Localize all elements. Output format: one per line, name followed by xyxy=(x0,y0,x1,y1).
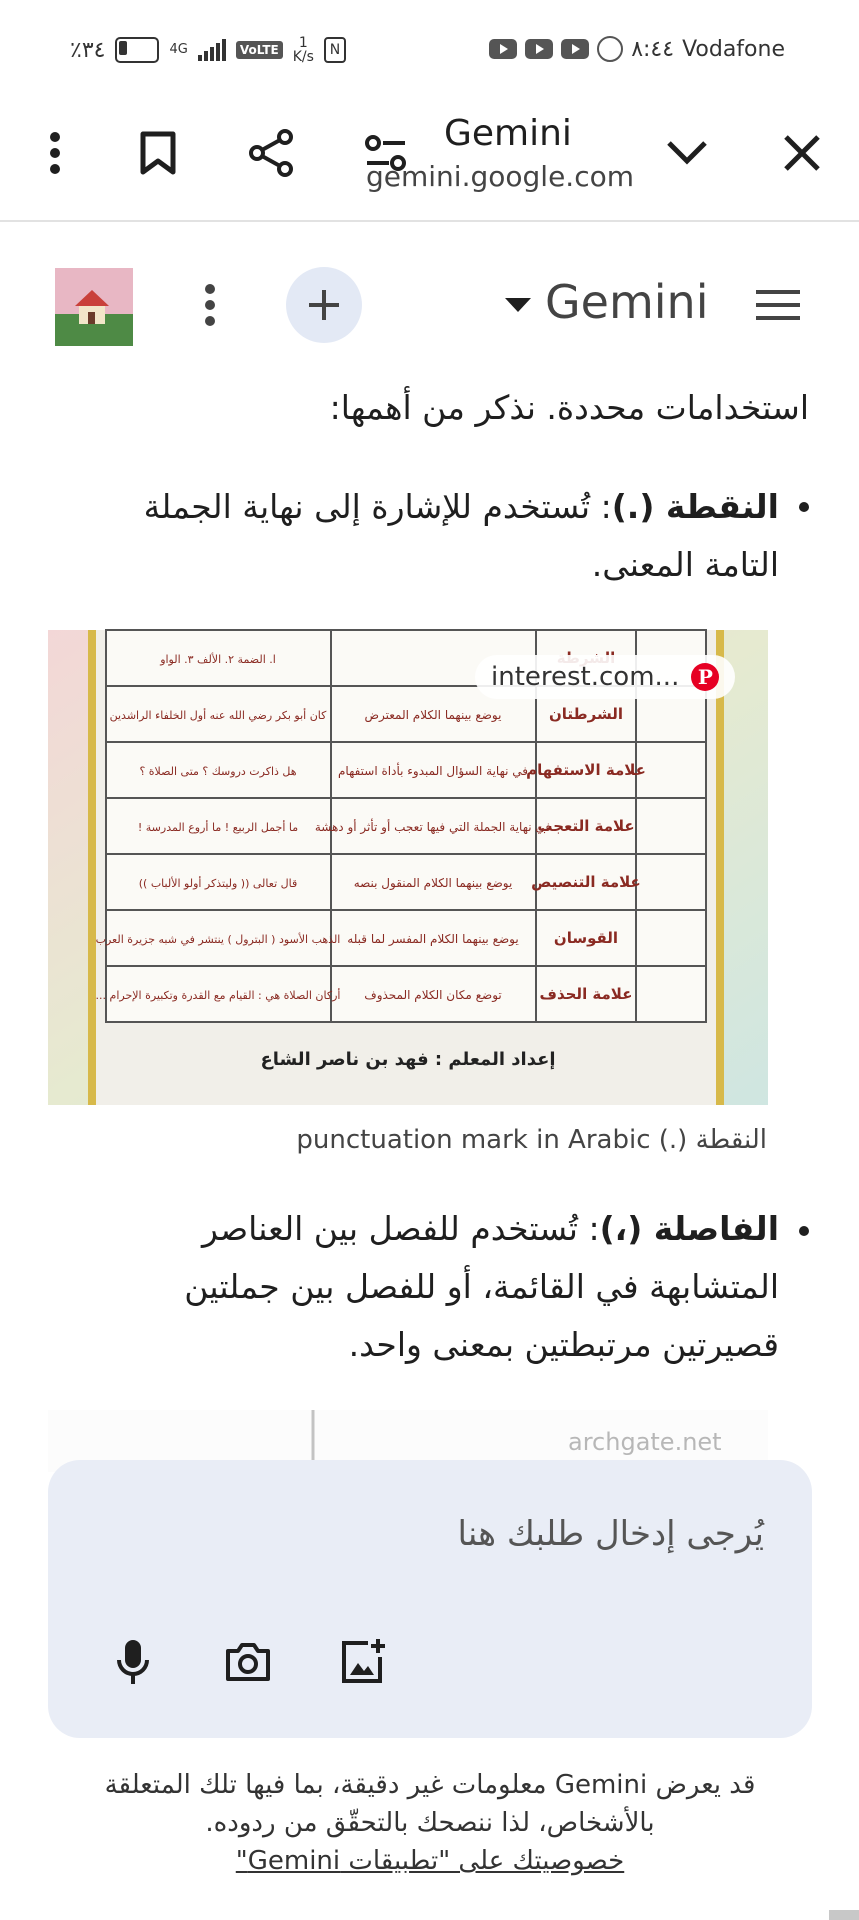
youtube-icon xyxy=(525,39,553,59)
battery-percent: ٪٣٤ xyxy=(70,37,106,63)
bullet-item-period xyxy=(69,478,809,594)
privacy-link[interactable]: خصوصيتك على "تطبيقات Gemini" xyxy=(235,1846,625,1876)
disclaimer-text: قد يعرض Gemini معلومات غير دقيقة، بما فيها تلك المتعلقة بالأشخاص، لذا ننصحك بالتحقّق من ردوده. xyxy=(104,1770,756,1838)
scroll-indicator xyxy=(829,1910,859,1920)
image-source-chip[interactable] xyxy=(475,655,735,699)
add-image-button[interactable] xyxy=(327,1626,399,1698)
table-cell-text: علامة الاستفهام xyxy=(526,761,646,779)
expand-button[interactable] xyxy=(655,121,719,185)
disclaimer xyxy=(80,1766,780,1880)
nfc-icon: N xyxy=(324,37,346,63)
next-source-label: archgate.net xyxy=(568,1428,722,1456)
signal-icon xyxy=(198,39,226,61)
microphone-icon xyxy=(115,1638,151,1686)
more-vertical-icon xyxy=(49,131,61,175)
app-title[interactable]: Gemini xyxy=(545,275,709,329)
bullet-text xyxy=(69,1200,779,1374)
status-right xyxy=(489,36,785,62)
carrier-name: Vodafone xyxy=(682,36,785,62)
image-caption: النقطة (.) punctuation mark in Arabic xyxy=(296,1125,767,1155)
avatar[interactable] xyxy=(55,268,133,346)
table-cell-text: كان أبو بكر رضي الله عنه أول الخلفاء الراشدين xyxy=(109,709,327,722)
punctuation-table-image xyxy=(48,630,768,1105)
prompt-input[interactable]: يُرجى إدخال طلبك هنا xyxy=(457,1514,764,1554)
table-cell-text: علامة التنصيص xyxy=(531,873,641,891)
bookmark-button[interactable] xyxy=(126,121,190,185)
youtube-icon xyxy=(561,39,589,59)
table-cell-text: هل ذاكرت دروسك ؟ متى الصلاة ؟ xyxy=(139,765,297,778)
share-icon xyxy=(247,129,295,177)
more-vertical-icon xyxy=(204,284,216,326)
share-button[interactable] xyxy=(239,121,303,185)
table-cell-text: القوسان xyxy=(553,929,619,947)
table-cell-text: في نهاية السؤال المبدوء بأداة استفهام xyxy=(337,764,529,778)
volte-badge: VoLTE xyxy=(236,41,283,59)
clock: ٨:٤٤ xyxy=(631,36,675,62)
avatar-house-icon xyxy=(55,268,133,346)
table-cell-text: توضع مكان الكلام المحذوف xyxy=(364,988,502,1002)
page-url[interactable]: gemini.google.com xyxy=(366,160,634,193)
status-bar xyxy=(0,0,859,100)
more-options-button[interactable] xyxy=(23,121,87,185)
bookmark-icon xyxy=(140,131,176,175)
bullet-term: النقطة (.) xyxy=(611,487,779,526)
camera-button[interactable] xyxy=(212,1626,284,1698)
status-left xyxy=(70,36,346,64)
close-tab-button[interactable] xyxy=(770,121,834,185)
result-image[interactable] xyxy=(48,630,768,1105)
table-cell-text: يوضع بينهما الكلام المفسر لما قبله xyxy=(347,932,519,946)
model-dropdown-caret[interactable] xyxy=(505,297,531,316)
table-cell-text: يوضع بينهما الكلام المعترض xyxy=(364,708,502,722)
bullet-dot xyxy=(799,1226,809,1236)
table-cell-text: ما أجمل الربيع ! ما أروع المدرسة ! xyxy=(137,821,299,834)
table-cell-text: الذهب الأسود ( البترول ) ينتشر في شبه جزيرة العرب xyxy=(95,933,341,946)
battery-icon xyxy=(115,37,159,63)
new-chat-button[interactable] xyxy=(286,267,362,343)
microphone-button[interactable] xyxy=(97,1626,169,1698)
response-intro: استخدامات محددة. نذكر من أهمها: xyxy=(329,388,809,427)
speed-unit: K/s xyxy=(292,49,314,65)
table-cell-text: علامة التعجب xyxy=(537,817,635,835)
plus-icon xyxy=(307,288,341,322)
bullet-term: الفاصلة (،) xyxy=(599,1209,779,1248)
pinterest-icon: P xyxy=(691,663,719,691)
bullet-dot xyxy=(799,502,809,512)
speed-value: 1 xyxy=(298,35,308,51)
table-cell-text: في نهاية الجملة التي فيها تعجب أو تأثر أو دهشة xyxy=(314,820,552,834)
chevron-down-icon xyxy=(666,140,708,166)
bullet-item-comma xyxy=(69,1200,809,1374)
table-cell-text: أركان الصلاة هي : القيام مع القدرة وتكبيرة الإحرام ... xyxy=(95,989,341,1002)
table-cell-text: الشرطتان xyxy=(548,705,624,723)
network-speed xyxy=(293,36,314,64)
image-source-label: interest.com... xyxy=(491,662,680,692)
table-cell-text: ا. الضمة ٢. الألف ٣. الواو xyxy=(160,653,276,666)
network-type: 4G xyxy=(169,42,188,57)
add-photo-icon xyxy=(340,1639,386,1685)
table-cell-text: قال تعالى (( وليتذكر أولو الألباب )) xyxy=(138,877,298,890)
bullet-description: : تُستخدم للفصل بين العناصر المتشابهة في القائمة، أو للفصل بين جملتين قصيرتين مرتبطتين بمعنى واحد. xyxy=(184,1209,779,1364)
caret-down-icon xyxy=(505,298,531,312)
menu-button[interactable] xyxy=(746,273,810,337)
table-cell-text: علامة الحذف xyxy=(539,985,633,1003)
table-cell-text: يوضع بينهما الكلام المنقول بنصه xyxy=(353,876,513,890)
hamburger-menu-icon xyxy=(756,288,800,322)
whatsapp-icon xyxy=(597,36,623,62)
close-icon xyxy=(783,134,821,172)
page-title[interactable]: Gemini xyxy=(444,113,572,154)
youtube-icon xyxy=(489,39,517,59)
chat-options-button[interactable] xyxy=(178,273,242,337)
table-footer-credit: إعداد المعلم : فهد بن ناصر الشاع xyxy=(260,1049,556,1070)
bullet-description: : تُستخدم للإشارة إلى نهاية الجملة التامة المعنى. xyxy=(143,487,779,584)
camera-icon xyxy=(224,1641,272,1683)
bullet-text xyxy=(69,478,779,594)
